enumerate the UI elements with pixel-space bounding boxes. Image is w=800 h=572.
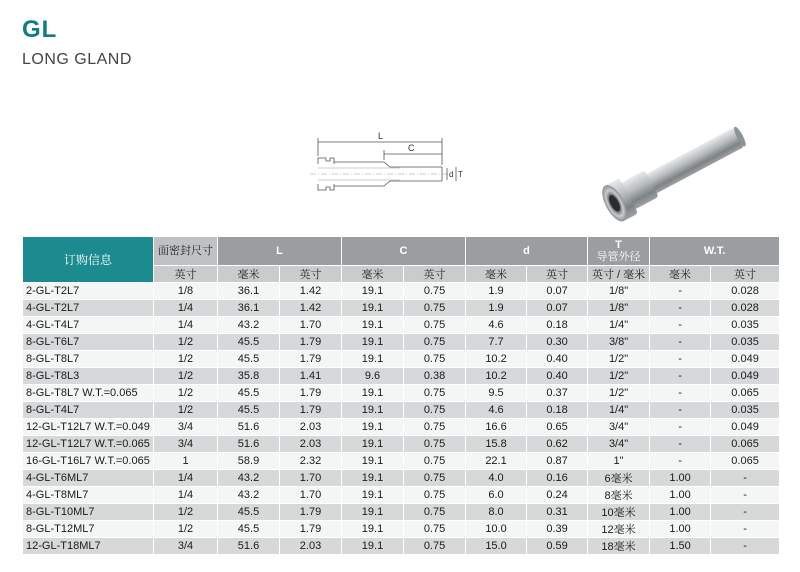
cell-tube-od: 1/8" — [588, 300, 650, 317]
cell-tube-od: 1/2" — [588, 351, 650, 368]
cell-wt-mm: - — [650, 419, 711, 436]
cell-L-mm: 45.5 — [218, 351, 280, 368]
cell-L-inch: 2.32 — [280, 453, 342, 470]
header-L: L — [218, 237, 342, 266]
cell-L-inch: 1.42 — [280, 283, 342, 300]
header-WT: W.T. — [650, 237, 780, 266]
cell-face-seal-size: 1/4 — [154, 487, 218, 504]
unit-mm: 毫米 — [218, 266, 280, 283]
cell-C-inch: 0.75 — [404, 453, 466, 470]
dimension-drawing — [300, 128, 480, 208]
cell-wt-mm: - — [650, 453, 711, 470]
cell-L-inch: 1.41 — [280, 368, 342, 385]
cell-d-mm: 16.6 — [466, 419, 527, 436]
cell-L-mm: 45.5 — [218, 334, 280, 351]
cell-L-inch: 2.03 — [280, 419, 342, 436]
cell-L-inch: 1.70 — [280, 487, 342, 504]
cell-d-mm: 15.8 — [466, 436, 527, 453]
unit-inch: 英寸 — [154, 266, 218, 283]
cell-L-inch: 1.79 — [280, 402, 342, 419]
cell-part-number: 8-GL-T8L7 — [23, 351, 154, 368]
cell-d-inch: 0.37 — [527, 385, 588, 402]
cell-C-mm: 19.1 — [342, 351, 404, 368]
table-row — [23, 470, 780, 487]
cell-C-inch: 0.75 — [404, 504, 466, 521]
cell-wt-mm: - — [650, 351, 711, 368]
header-order-info: 订购信息 — [23, 237, 154, 283]
cell-L-mm: 36.1 — [218, 283, 280, 300]
cell-C-inch: 0.75 — [404, 521, 466, 538]
table-row — [23, 419, 780, 436]
cell-face-seal-size: 1/2 — [154, 351, 218, 368]
cell-C-inch: 0.75 — [404, 300, 466, 317]
cell-tube-od: 8毫米 — [588, 487, 650, 504]
cell-d-mm: 10.2 — [466, 351, 527, 368]
cell-wt-inch: 0.065 — [711, 453, 780, 470]
cell-L-mm: 51.6 — [218, 419, 280, 436]
cell-L-mm: 43.2 — [218, 470, 280, 487]
cell-C-inch: 0.75 — [404, 436, 466, 453]
cell-face-seal-size: 1/4 — [154, 300, 218, 317]
cell-part-number: 12-GL-T12L7 W.T.=0.049 — [23, 419, 154, 436]
dim-label-C: C — [408, 143, 415, 153]
cell-part-number: 8-GL-T8L3 — [23, 368, 154, 385]
cell-C-inch: 0.75 — [404, 487, 466, 504]
unit-inch: 英寸 — [280, 266, 342, 283]
cell-part-number: 12-GL-T18ML7 — [23, 538, 154, 555]
cell-d-mm: 4.6 — [466, 317, 527, 334]
cell-part-number: 2-GL-T2L7 — [23, 283, 154, 300]
specification-table — [22, 236, 780, 555]
cell-tube-od: 1/2" — [588, 385, 650, 402]
cell-face-seal-size: 1 — [154, 453, 218, 470]
cell-L-inch: 2.03 — [280, 538, 342, 555]
cell-d-inch: 0.31 — [527, 504, 588, 521]
cell-d-mm: 10.0 — [466, 521, 527, 538]
cell-wt-mm: 1.00 — [650, 504, 711, 521]
header-d: d — [466, 237, 588, 266]
unit-mm: 毫米 — [342, 266, 404, 283]
cell-face-seal-size: 1/2 — [154, 368, 218, 385]
cell-wt-inch: 0.028 — [711, 300, 780, 317]
table-row — [23, 487, 780, 504]
cell-face-seal-size: 1/2 — [154, 504, 218, 521]
page-subtitle: LONG GLAND — [22, 51, 132, 68]
cell-wt-inch: 0.065 — [711, 436, 780, 453]
cell-d-inch: 0.62 — [527, 436, 588, 453]
dim-label-d: d — [449, 170, 454, 179]
unit-inch: 英寸 — [527, 266, 588, 283]
cell-wt-inch: - — [711, 538, 780, 555]
cell-L-inch: 1.79 — [280, 351, 342, 368]
cell-wt-mm: 1.00 — [650, 470, 711, 487]
header-T — [588, 237, 650, 266]
cell-C-mm: 19.1 — [342, 436, 404, 453]
cell-part-number: 8-GL-T4L7 — [23, 402, 154, 419]
product-photo — [590, 118, 770, 228]
cell-wt-inch: 0.035 — [711, 317, 780, 334]
cell-C-mm: 19.1 — [342, 283, 404, 300]
cell-d-inch: 0.39 — [527, 521, 588, 538]
dim-label-L: L — [378, 131, 384, 141]
cell-face-seal-size: 1/2 — [154, 385, 218, 402]
header-face-seal-size: 面密封尺寸 — [154, 237, 218, 266]
cell-wt-inch: - — [711, 521, 780, 538]
cell-L-mm: 58.9 — [218, 453, 280, 470]
table-row — [23, 334, 780, 351]
cell-wt-inch: 0.035 — [711, 402, 780, 419]
cell-tube-od: 6毫米 — [588, 470, 650, 487]
cell-L-mm: 45.5 — [218, 504, 280, 521]
unit-mm: 毫米 — [650, 266, 711, 283]
table-row — [23, 402, 780, 419]
cell-d-inch: 0.40 — [527, 351, 588, 368]
cell-face-seal-size: 3/4 — [154, 419, 218, 436]
cell-d-inch: 0.65 — [527, 419, 588, 436]
cell-L-mm: 43.2 — [218, 487, 280, 504]
cell-wt-mm: - — [650, 334, 711, 351]
cell-d-inch: 0.24 — [527, 487, 588, 504]
cell-L-inch: 1.42 — [280, 300, 342, 317]
cell-C-mm: 19.1 — [342, 300, 404, 317]
cell-L-mm: 36.1 — [218, 300, 280, 317]
cell-C-inch: 0.75 — [404, 351, 466, 368]
cell-L-inch: 1.79 — [280, 521, 342, 538]
cell-wt-mm: - — [650, 283, 711, 300]
table-row — [23, 317, 780, 334]
cell-L-inch: 1.79 — [280, 504, 342, 521]
cell-L-mm: 51.6 — [218, 436, 280, 453]
cell-d-inch: 0.07 — [527, 300, 588, 317]
cell-d-mm: 1.9 — [466, 283, 527, 300]
cell-C-mm: 19.1 — [342, 419, 404, 436]
cell-wt-inch: 0.049 — [711, 368, 780, 385]
cell-d-mm: 15.0 — [466, 538, 527, 555]
cell-d-mm: 9.5 — [466, 385, 527, 402]
table-row — [23, 453, 780, 470]
unit-mm: 毫米 — [466, 266, 527, 283]
table-row — [23, 521, 780, 538]
cell-wt-inch: - — [711, 487, 780, 504]
cell-tube-od: 1/2" — [588, 368, 650, 385]
cell-wt-mm: 1.00 — [650, 521, 711, 538]
table-row — [23, 283, 780, 300]
cell-part-number: 8-GL-T10ML7 — [23, 504, 154, 521]
cell-wt-inch: 0.049 — [711, 419, 780, 436]
cell-wt-inch: - — [711, 470, 780, 487]
cell-C-mm: 19.1 — [342, 504, 404, 521]
cell-d-mm: 8.0 — [466, 504, 527, 521]
cell-tube-od: 1/4" — [588, 402, 650, 419]
cell-L-inch: 2.03 — [280, 436, 342, 453]
cell-C-inch: 0.75 — [404, 419, 466, 436]
cell-tube-od: 12毫米 — [588, 521, 650, 538]
cell-C-inch: 0.75 — [404, 538, 466, 555]
cell-part-number: 8-GL-T8L7 W.T.=0.065 — [23, 385, 154, 402]
cell-wt-inch: 0.049 — [711, 351, 780, 368]
cell-face-seal-size: 1/4 — [154, 317, 218, 334]
cell-L-inch: 1.79 — [280, 334, 342, 351]
cell-tube-od: 3/4" — [588, 436, 650, 453]
cell-wt-mm: 1.50 — [650, 538, 711, 555]
cell-tube-od: 3/8" — [588, 334, 650, 351]
cell-d-inch: 0.18 — [527, 317, 588, 334]
cell-wt-mm: - — [650, 385, 711, 402]
cell-d-mm: 6.0 — [466, 487, 527, 504]
cell-C-inch: 0.75 — [404, 283, 466, 300]
cell-part-number: 16-GL-T16L7 W.T.=0.065 — [23, 453, 154, 470]
cell-C-mm: 9.6 — [342, 368, 404, 385]
cell-L-mm: 45.5 — [218, 402, 280, 419]
dim-label-T: T — [458, 170, 463, 179]
table-row — [23, 368, 780, 385]
cell-L-inch: 1.79 — [280, 385, 342, 402]
cell-part-number: 4-GL-T2L7 — [23, 300, 154, 317]
cell-d-inch: 0.59 — [527, 538, 588, 555]
unit-inch: 英寸 — [711, 266, 780, 283]
cell-C-inch: 0.75 — [404, 385, 466, 402]
header-C: C — [342, 237, 466, 266]
cell-face-seal-size: 1/2 — [154, 334, 218, 351]
cell-tube-od: 1/4" — [588, 317, 650, 334]
cell-L-mm: 35.8 — [218, 368, 280, 385]
cell-C-inch: 0.75 — [404, 470, 466, 487]
cell-C-mm: 19.1 — [342, 317, 404, 334]
cell-L-mm: 45.5 — [218, 521, 280, 538]
cell-L-inch: 1.70 — [280, 470, 342, 487]
cell-face-seal-size: 1/2 — [154, 521, 218, 538]
cell-d-mm: 7.7 — [466, 334, 527, 351]
cell-wt-mm: - — [650, 436, 711, 453]
cell-C-mm: 19.1 — [342, 402, 404, 419]
cell-wt-mm: - — [650, 300, 711, 317]
cell-wt-inch: - — [711, 504, 780, 521]
cell-wt-mm: - — [650, 368, 711, 385]
cell-C-inch: 0.75 — [404, 402, 466, 419]
cell-wt-inch: 0.065 — [711, 385, 780, 402]
cell-tube-od: 3/4" — [588, 419, 650, 436]
unit-inch: 英寸 — [404, 266, 466, 283]
cell-d-inch: 0.30 — [527, 334, 588, 351]
cell-C-mm: 19.1 — [342, 538, 404, 555]
table-row — [23, 504, 780, 521]
page-title: GL — [22, 16, 58, 43]
cell-d-mm: 1.9 — [466, 300, 527, 317]
cell-C-inch: 0.38 — [404, 368, 466, 385]
cell-part-number: 12-GL-T12L7 W.T.=0.065 — [23, 436, 154, 453]
cell-wt-inch: 0.028 — [711, 283, 780, 300]
cell-d-mm: 10.2 — [466, 368, 527, 385]
cell-tube-od: 18毫米 — [588, 538, 650, 555]
table-row — [23, 385, 780, 402]
cell-face-seal-size: 1/2 — [154, 402, 218, 419]
cell-wt-mm: 1.00 — [650, 487, 711, 504]
cell-d-inch: 0.16 — [527, 470, 588, 487]
cell-d-inch: 0.07 — [527, 283, 588, 300]
cell-C-mm: 19.1 — [342, 334, 404, 351]
cell-wt-mm: - — [650, 317, 711, 334]
cell-part-number: 4-GL-T4L7 — [23, 317, 154, 334]
table-row — [23, 436, 780, 453]
cell-C-mm: 19.1 — [342, 470, 404, 487]
cell-face-seal-size: 1/4 — [154, 470, 218, 487]
table-row — [23, 538, 780, 555]
cell-C-inch: 0.75 — [404, 334, 466, 351]
table-row — [23, 300, 780, 317]
header-T-desc: 导管外径 — [596, 251, 641, 263]
table-row — [23, 351, 780, 368]
cell-part-number: 4-GL-T8ML7 — [23, 487, 154, 504]
header-T-letter: T — [615, 239, 622, 251]
cell-face-seal-size: 1/8 — [154, 283, 218, 300]
cell-C-mm: 19.1 — [342, 487, 404, 504]
unit-inch-mm: 英寸 / 毫米 — [588, 266, 650, 283]
cell-d-mm: 4.0 — [466, 470, 527, 487]
cell-tube-od: 1" — [588, 453, 650, 470]
table-body — [23, 283, 780, 555]
cell-L-inch: 1.70 — [280, 317, 342, 334]
cell-d-inch: 0.87 — [527, 453, 588, 470]
cell-d-inch: 0.40 — [527, 368, 588, 385]
cell-tube-od: 1/8" — [588, 283, 650, 300]
cell-d-inch: 0.18 — [527, 402, 588, 419]
cell-L-mm: 51.6 — [218, 538, 280, 555]
cell-d-mm: 4.6 — [466, 402, 527, 419]
cell-tube-od: 10毫米 — [588, 504, 650, 521]
cell-part-number: 8-GL-T12ML7 — [23, 521, 154, 538]
cell-part-number: 8-GL-T6L7 — [23, 334, 154, 351]
cell-d-mm: 22.1 — [466, 453, 527, 470]
cell-part-number: 4-GL-T6ML7 — [23, 470, 154, 487]
cell-C-mm: 19.1 — [342, 453, 404, 470]
cell-C-mm: 19.1 — [342, 521, 404, 538]
cell-wt-inch: 0.035 — [711, 334, 780, 351]
cell-L-mm: 45.5 — [218, 385, 280, 402]
cell-wt-mm: - — [650, 402, 711, 419]
cell-C-inch: 0.75 — [404, 317, 466, 334]
cell-L-mm: 43.2 — [218, 317, 280, 334]
cell-C-mm: 19.1 — [342, 385, 404, 402]
cell-face-seal-size: 3/4 — [154, 538, 218, 555]
cell-face-seal-size: 3/4 — [154, 436, 218, 453]
